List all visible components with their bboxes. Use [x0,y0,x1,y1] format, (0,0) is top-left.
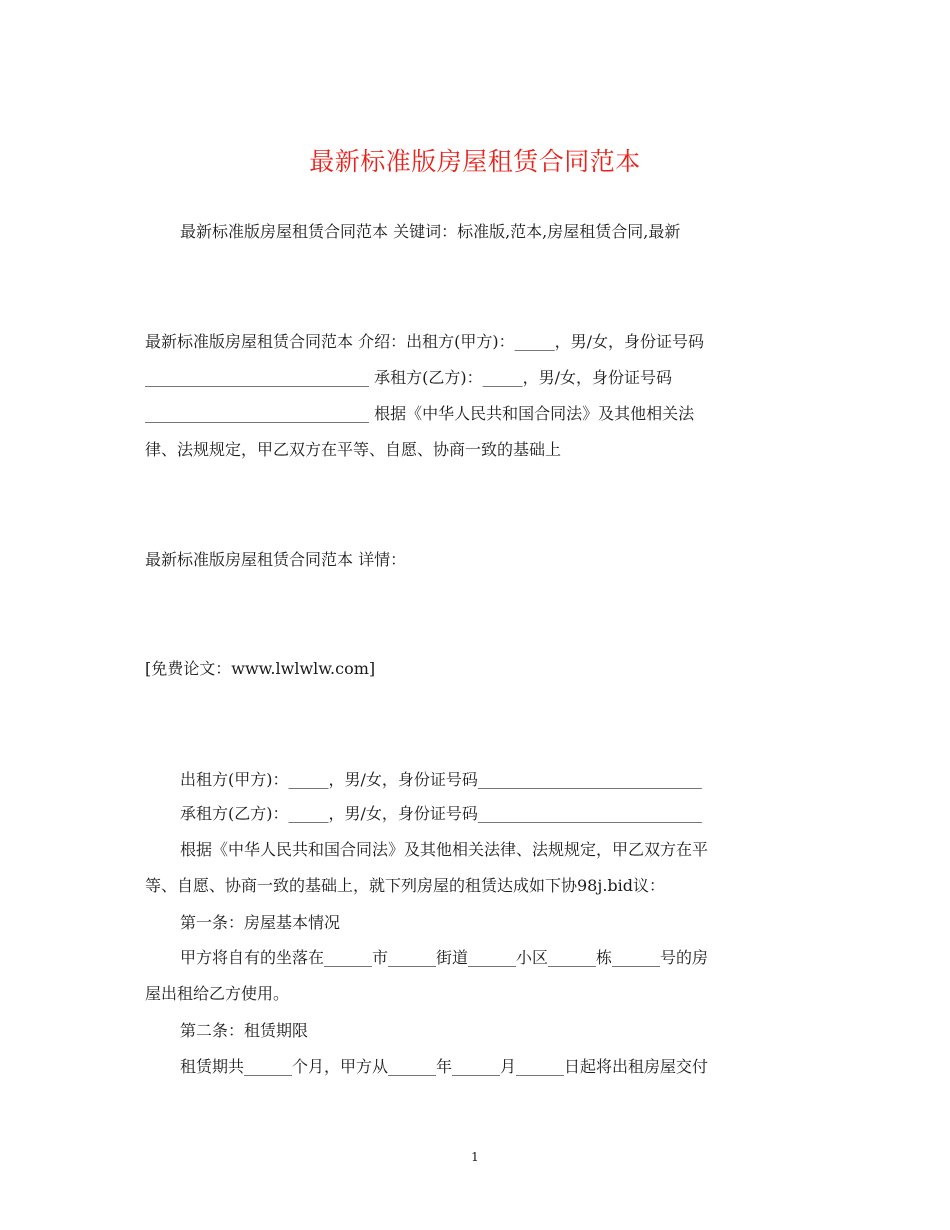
source-note: [免费论文：www.lwlwlw.com] [145,659,376,678]
body-line-9: 租赁期共______个月，甲方从______年______月______日起将出租房屋交付 [180,1057,709,1076]
page-number: 1 [471,1150,479,1164]
keywords-line: 最新标准版房屋租赁合同范本 关键词：标准版,范本,房屋租赁合同,最新 [180,222,681,241]
details-heading: 最新标准版房屋租赁合同范本 详情： [145,550,407,569]
intro-line-3: ____________________________ 根据《中华人民共和国合同法》及其他相关法 [145,404,695,423]
body-line-6: 甲方将自有的坐落在______市______街道______小区______栋______号的房 [180,948,709,967]
body-line-3: 根据《中华人民共和国合同法》及其他相关法律、法规规定，甲乙双方在平 [180,840,709,859]
clause-2-heading: 第二条：租赁期限 [180,1021,309,1040]
body-line-4: 等、自愿、协商一致的基础上，就下列房屋的租赁达成如下协98j.bid议： [145,876,666,895]
clause-1-heading: 第一条：房屋基本情况 [180,913,341,932]
intro-line-2: ____________________________ 承租方(乙方)：_____，男/女，身份证号码 [145,368,672,387]
document-title: 最新标准版房屋租赁合同范本 [309,147,641,176]
intro-line-4: 律、法规规定，甲乙双方在平等、自愿、协商一致的基础上 [145,440,562,459]
intro-line-1: 最新标准版房屋租赁合同范本 介绍：出租方(甲方)：_____，男/女，身份证号码 [145,332,704,351]
body-line-2: 承租方(乙方)：_____，男/女，身份证号码____________________________ [180,804,702,823]
body-line-1: 出租方(甲方)：_____，男/女，身份证号码____________________________ [180,770,702,789]
body-line-7: 屋出租给乙方使用。 [145,984,290,1003]
